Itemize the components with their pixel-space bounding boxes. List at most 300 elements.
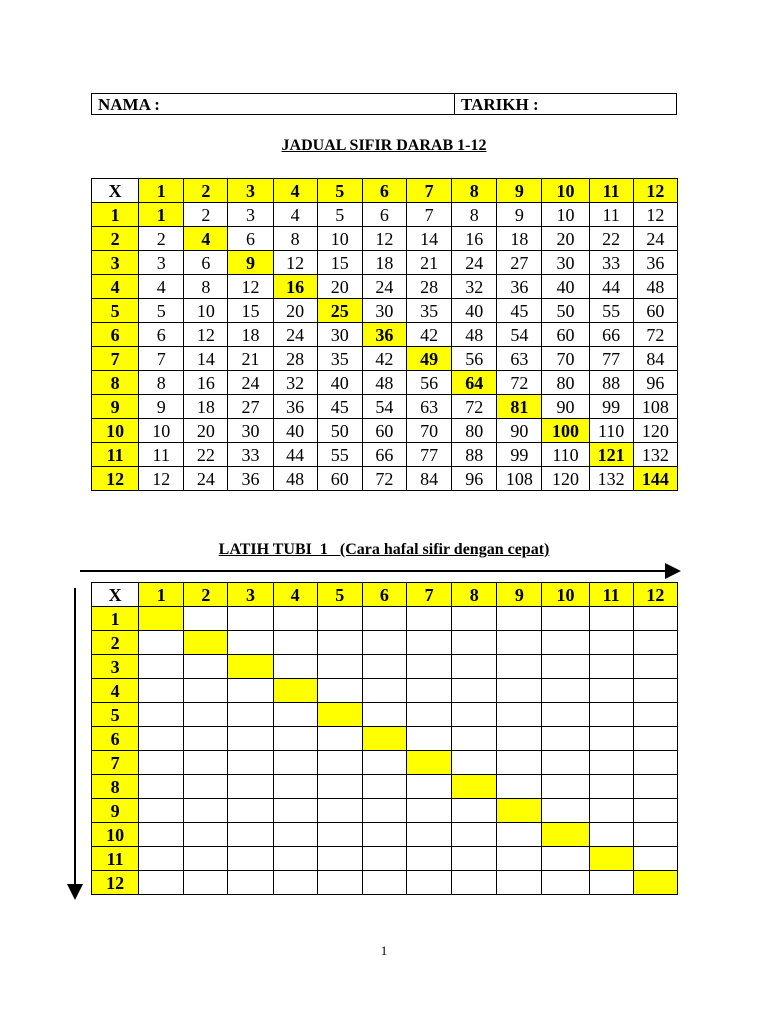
practice-square-cell[interactable] [273, 679, 317, 703]
practice-answer-cell[interactable] [542, 679, 589, 703]
product-cell: 30 [317, 323, 362, 347]
product-cell: 7 [139, 347, 184, 371]
practice-answer-cell[interactable] [589, 751, 633, 775]
practice-answer-cell[interactable] [452, 631, 497, 655]
product-cell: 90 [497, 419, 542, 443]
column-header: 12 [633, 179, 677, 203]
practice-answer-cell[interactable] [633, 703, 677, 727]
practice-answer-cell[interactable] [407, 823, 452, 847]
practice-answer-cell[interactable] [139, 847, 184, 871]
practice-answer-cell[interactable] [542, 775, 589, 799]
practice-answer-cell[interactable] [589, 799, 633, 823]
practice-answer-cell[interactable] [542, 703, 589, 727]
product-cell: 54 [497, 323, 542, 347]
practice-answer-cell[interactable] [633, 799, 677, 823]
product-cell: 30 [542, 251, 589, 275]
product-cell: 15 [228, 299, 273, 323]
practice-answer-cell[interactable] [542, 655, 589, 679]
practice-answer-cell[interactable] [139, 775, 184, 799]
practice-answer-cell[interactable] [184, 655, 228, 679]
practice-answer-cell[interactable] [184, 799, 228, 823]
product-cell: 24 [228, 371, 273, 395]
product-cell: 10 [542, 203, 589, 227]
column-header: 6 [362, 179, 406, 203]
column-header: 3 [228, 179, 273, 203]
practice-answer-cell[interactable] [139, 631, 184, 655]
square-cell: 9 [228, 251, 273, 275]
product-cell: 11 [139, 443, 184, 467]
practice-answer-cell[interactable] [407, 871, 452, 895]
practice-answer-cell[interactable] [362, 655, 406, 679]
column-header: 11 [589, 179, 633, 203]
practice-answer-cell[interactable] [228, 871, 273, 895]
product-cell: 9 [139, 395, 184, 419]
table-row [92, 607, 678, 631]
row-header: 10 [92, 419, 139, 443]
table-row [92, 751, 678, 775]
practice-answer-cell[interactable] [184, 823, 228, 847]
product-cell: 48 [273, 467, 317, 491]
practice-answer-cell[interactable] [407, 631, 452, 655]
practice-answer-cell[interactable] [407, 727, 452, 751]
practice-answer-cell[interactable] [452, 751, 497, 775]
practice-answer-cell[interactable] [497, 631, 542, 655]
product-cell: 72 [633, 323, 677, 347]
product-cell: 14 [184, 347, 228, 371]
row-header: 11 [92, 847, 139, 871]
practice-square-cell[interactable] [184, 631, 228, 655]
table-row [92, 703, 678, 727]
product-cell: 35 [407, 299, 452, 323]
practice-answer-cell[interactable] [589, 607, 633, 631]
row-header: 3 [92, 655, 139, 679]
practice-answer-cell[interactable] [589, 823, 633, 847]
practice-answer-cell[interactable] [452, 607, 497, 631]
row-header: 6 [92, 727, 139, 751]
practice-answer-cell[interactable] [497, 727, 542, 751]
practice-answer-cell[interactable] [497, 679, 542, 703]
practice-square-cell[interactable] [589, 847, 633, 871]
practice-answer-cell[interactable] [589, 655, 633, 679]
practice-table [91, 582, 678, 895]
practice-answer-cell[interactable] [362, 607, 406, 631]
product-cell: 84 [633, 347, 677, 371]
row-header: 7 [92, 347, 139, 371]
product-cell: 33 [589, 251, 633, 275]
product-cell: 110 [589, 419, 633, 443]
product-cell: 18 [362, 251, 406, 275]
table-header-row [92, 583, 678, 607]
practice-answer-cell[interactable] [184, 871, 228, 895]
product-cell: 96 [633, 371, 677, 395]
product-cell: 4 [273, 203, 317, 227]
practice-answer-cell[interactable] [407, 655, 452, 679]
practice-answer-cell[interactable] [273, 607, 317, 631]
practice-answer-cell[interactable] [362, 871, 406, 895]
practice-answer-cell[interactable] [139, 655, 184, 679]
practice-answer-cell[interactable] [407, 703, 452, 727]
product-cell: 32 [273, 371, 317, 395]
practice-square-cell[interactable] [362, 727, 406, 751]
product-cell: 32 [452, 275, 497, 299]
row-header: 3 [92, 251, 139, 275]
product-cell: 50 [542, 299, 589, 323]
practice-answer-cell[interactable] [317, 679, 362, 703]
practice-answer-cell[interactable] [542, 847, 589, 871]
product-cell: 8 [184, 275, 228, 299]
column-header: 7 [407, 583, 452, 607]
column-header: 7 [407, 179, 452, 203]
product-cell: 8 [273, 227, 317, 251]
practice-answer-cell[interactable] [317, 631, 362, 655]
product-cell: 20 [273, 299, 317, 323]
product-cell: 21 [228, 347, 273, 371]
product-cell: 77 [589, 347, 633, 371]
practice-answer-cell[interactable] [542, 631, 589, 655]
practice-answer-cell[interactable] [542, 607, 589, 631]
practice-square-cell[interactable] [497, 799, 542, 823]
practice-answer-cell[interactable] [273, 799, 317, 823]
practice-answer-cell[interactable] [452, 727, 497, 751]
square-cell: 25 [317, 299, 362, 323]
square-cell: 64 [452, 371, 497, 395]
practice-answer-cell[interactable] [589, 727, 633, 751]
practice-answer-cell[interactable] [497, 847, 542, 871]
practice-answer-cell[interactable] [362, 751, 406, 775]
product-cell: 22 [589, 227, 633, 251]
practice-answer-cell[interactable] [228, 703, 273, 727]
practice-answer-cell[interactable] [633, 631, 677, 655]
practice-answer-cell[interactable] [452, 679, 497, 703]
column-header: 5 [317, 583, 362, 607]
practice-square-cell[interactable] [317, 703, 362, 727]
product-cell: 77 [407, 443, 452, 467]
row-header: 7 [92, 751, 139, 775]
product-cell: 110 [542, 443, 589, 467]
practice-answer-cell[interactable] [184, 847, 228, 871]
product-cell: 2 [184, 203, 228, 227]
practice-answer-cell[interactable] [497, 751, 542, 775]
product-cell: 99 [589, 395, 633, 419]
product-cell: 16 [184, 371, 228, 395]
product-cell: 22 [184, 443, 228, 467]
product-cell: 28 [273, 347, 317, 371]
product-cell: 12 [273, 251, 317, 275]
product-cell: 24 [362, 275, 406, 299]
product-cell: 18 [497, 227, 542, 251]
product-cell: 36 [497, 275, 542, 299]
practice-answer-cell[interactable] [228, 775, 273, 799]
practice-answer-cell[interactable] [184, 727, 228, 751]
practice-answer-cell[interactable] [317, 871, 362, 895]
row-header: 12 [92, 871, 139, 895]
practice-answer-cell[interactable] [317, 607, 362, 631]
product-cell: 72 [452, 395, 497, 419]
practice-answer-cell[interactable] [452, 799, 497, 823]
column-header: 4 [273, 583, 317, 607]
product-cell: 66 [362, 443, 406, 467]
product-cell: 35 [317, 347, 362, 371]
product-cell: 12 [139, 467, 184, 491]
practice-answer-cell[interactable] [273, 871, 317, 895]
square-cell: 16 [273, 275, 317, 299]
product-cell: 70 [542, 347, 589, 371]
product-cell: 27 [228, 395, 273, 419]
product-cell: 40 [317, 371, 362, 395]
practice-answer-cell[interactable] [228, 631, 273, 655]
product-cell: 10 [184, 299, 228, 323]
practice-answer-cell[interactable] [228, 847, 273, 871]
row-header: 1 [92, 203, 139, 227]
product-cell: 84 [407, 467, 452, 491]
practice-answer-cell[interactable] [589, 631, 633, 655]
practice-answer-cell[interactable] [407, 607, 452, 631]
product-cell: 88 [452, 443, 497, 467]
practice-answer-cell[interactable] [362, 847, 406, 871]
practice-answer-cell[interactable] [139, 703, 184, 727]
practice-answer-cell[interactable] [452, 847, 497, 871]
product-cell: 33 [228, 443, 273, 467]
practice-answer-cell[interactable] [452, 655, 497, 679]
product-cell: 36 [633, 251, 677, 275]
product-cell: 30 [362, 299, 406, 323]
practice-answer-cell[interactable] [497, 871, 542, 895]
row-header: 9 [92, 799, 139, 823]
practice-square-cell[interactable] [452, 775, 497, 799]
practice-answer-cell[interactable] [184, 775, 228, 799]
practice-answer-cell[interactable] [228, 727, 273, 751]
corner-cell: X [92, 583, 139, 607]
product-cell: 6 [184, 251, 228, 275]
practice-answer-cell[interactable] [273, 847, 317, 871]
practice-answer-cell[interactable] [139, 751, 184, 775]
practice-answer-cell[interactable] [317, 655, 362, 679]
practice-answer-cell[interactable] [139, 871, 184, 895]
practice-table-title: LATIH TUBI 1 (Cara hafal sifir dengan cepat) [218, 541, 550, 558]
practice-answer-cell[interactable] [362, 823, 406, 847]
product-cell: 45 [497, 299, 542, 323]
practice-answer-cell[interactable] [139, 823, 184, 847]
practice-answer-cell[interactable] [633, 847, 677, 871]
practice-answer-cell[interactable] [139, 799, 184, 823]
column-header: 1 [139, 583, 184, 607]
square-cell: 121 [589, 443, 633, 467]
product-cell: 72 [497, 371, 542, 395]
product-cell: 120 [633, 419, 677, 443]
practice-answer-cell[interactable] [317, 751, 362, 775]
column-header: 8 [452, 583, 497, 607]
practice-answer-cell[interactable] [317, 775, 362, 799]
practice-answer-cell[interactable] [139, 679, 184, 703]
product-cell: 40 [452, 299, 497, 323]
product-cell: 4 [139, 275, 184, 299]
square-cell: 81 [497, 395, 542, 419]
product-cell: 36 [273, 395, 317, 419]
practice-answer-cell[interactable] [497, 775, 542, 799]
product-cell: 12 [362, 227, 406, 251]
practice-square-cell[interactable] [542, 823, 589, 847]
column-header: 9 [497, 583, 542, 607]
product-cell: 63 [497, 347, 542, 371]
product-cell: 88 [589, 371, 633, 395]
practice-answer-cell[interactable] [407, 847, 452, 871]
practice-square-cell[interactable] [633, 871, 677, 895]
practice-answer-cell[interactable] [273, 703, 317, 727]
table-row [92, 775, 678, 799]
product-cell: 108 [497, 467, 542, 491]
practice-square-cell[interactable] [407, 751, 452, 775]
practice-answer-cell[interactable] [317, 799, 362, 823]
product-cell: 44 [589, 275, 633, 299]
practice-square-cell[interactable] [228, 655, 273, 679]
product-cell: 20 [184, 419, 228, 443]
product-cell: 20 [317, 275, 362, 299]
practice-answer-cell[interactable] [633, 823, 677, 847]
practice-answer-cell[interactable] [184, 751, 228, 775]
practice-answer-cell[interactable] [542, 727, 589, 751]
practice-answer-cell[interactable] [184, 607, 228, 631]
practice-answer-cell[interactable] [273, 823, 317, 847]
table-row [92, 871, 678, 895]
product-cell: 6 [228, 227, 273, 251]
product-cell: 5 [139, 299, 184, 323]
practice-answer-cell[interactable] [273, 631, 317, 655]
product-cell: 24 [273, 323, 317, 347]
product-cell: 27 [497, 251, 542, 275]
practice-answer-cell[interactable] [273, 775, 317, 799]
practice-answer-cell[interactable] [273, 727, 317, 751]
practice-answer-cell[interactable] [273, 655, 317, 679]
product-cell: 12 [228, 275, 273, 299]
practice-answer-cell[interactable] [633, 727, 677, 751]
product-cell: 42 [407, 323, 452, 347]
practice-answer-cell[interactable] [273, 751, 317, 775]
practice-answer-cell[interactable] [407, 799, 452, 823]
practice-answer-cell[interactable] [362, 775, 406, 799]
product-cell: 42 [362, 347, 406, 371]
practice-answer-cell[interactable] [452, 871, 497, 895]
product-cell: 72 [362, 467, 406, 491]
practice-answer-cell[interactable] [184, 679, 228, 703]
practice-answer-cell[interactable] [317, 847, 362, 871]
practice-answer-cell[interactable] [317, 727, 362, 751]
practice-square-cell[interactable] [139, 607, 184, 631]
column-header: 10 [542, 583, 589, 607]
practice-answer-cell[interactable] [452, 703, 497, 727]
practice-answer-cell[interactable] [497, 607, 542, 631]
table-row [92, 823, 678, 847]
practice-answer-cell[interactable] [497, 703, 542, 727]
practice-answer-cell[interactable] [407, 775, 452, 799]
row-header: 2 [92, 631, 139, 655]
row-header: 8 [92, 775, 139, 799]
column-header: 10 [542, 179, 589, 203]
practice-answer-cell[interactable] [542, 751, 589, 775]
multiplication-table-title: JADUAL SIFIR DARAB 1-12 [281, 137, 487, 154]
practice-answer-cell[interactable] [362, 631, 406, 655]
product-cell: 14 [407, 227, 452, 251]
product-cell: 16 [452, 227, 497, 251]
product-cell: 40 [273, 419, 317, 443]
product-cell: 3 [228, 203, 273, 227]
practice-answer-cell[interactable] [362, 703, 406, 727]
practice-answer-cell[interactable] [633, 655, 677, 679]
practice-answer-cell[interactable] [184, 703, 228, 727]
practice-answer-cell[interactable] [542, 799, 589, 823]
product-cell: 132 [589, 467, 633, 491]
product-cell: 10 [139, 419, 184, 443]
product-cell: 5 [317, 203, 362, 227]
row-header: 11 [92, 443, 139, 467]
practice-answer-cell[interactable] [497, 655, 542, 679]
practice-answer-cell[interactable] [452, 823, 497, 847]
table-row [92, 727, 678, 751]
practice-answer-cell[interactable] [589, 775, 633, 799]
practice-answer-cell[interactable] [228, 799, 273, 823]
product-cell: 18 [228, 323, 273, 347]
product-cell: 60 [362, 419, 406, 443]
column-header: 4 [273, 179, 317, 203]
square-cell: 100 [542, 419, 589, 443]
product-cell: 60 [542, 323, 589, 347]
product-cell: 80 [542, 371, 589, 395]
practice-answer-cell[interactable] [228, 751, 273, 775]
table-row [92, 655, 678, 679]
product-cell: 10 [317, 227, 362, 251]
practice-answer-cell[interactable] [589, 703, 633, 727]
practice-answer-cell[interactable] [362, 799, 406, 823]
practice-answer-cell[interactable] [497, 823, 542, 847]
practice-answer-cell[interactable] [139, 727, 184, 751]
practice-answer-cell[interactable] [633, 679, 677, 703]
product-cell: 11 [589, 203, 633, 227]
product-cell: 70 [407, 419, 452, 443]
practice-answer-cell[interactable] [633, 751, 677, 775]
product-cell: 90 [542, 395, 589, 419]
practice-answer-cell[interactable] [228, 823, 273, 847]
practice-answer-cell[interactable] [407, 679, 452, 703]
column-header: 2 [184, 179, 228, 203]
practice-answer-cell[interactable] [362, 679, 406, 703]
practice-answer-cell[interactable] [317, 823, 362, 847]
page-number: 1 [380, 943, 388, 958]
product-cell: 6 [362, 203, 406, 227]
product-cell: 18 [184, 395, 228, 419]
product-cell: 7 [407, 203, 452, 227]
practice-answer-cell[interactable] [633, 607, 677, 631]
corner-cell: X [92, 179, 139, 203]
practice-answer-cell[interactable] [589, 871, 633, 895]
table-row [92, 679, 678, 703]
square-cell: 49 [407, 347, 452, 371]
column-header: 6 [362, 583, 406, 607]
product-cell: 55 [589, 299, 633, 323]
product-cell: 66 [589, 323, 633, 347]
product-cell: 20 [542, 227, 589, 251]
practice-answer-cell[interactable] [633, 775, 677, 799]
row-header: 1 [92, 607, 139, 631]
product-cell: 12 [633, 203, 677, 227]
practice-answer-cell[interactable] [589, 679, 633, 703]
practice-answer-cell[interactable] [228, 607, 273, 631]
table-row [92, 847, 678, 871]
row-header: 2 [92, 227, 139, 251]
practice-answer-cell[interactable] [228, 679, 273, 703]
practice-answer-cell[interactable] [542, 871, 589, 895]
row-header: 8 [92, 371, 139, 395]
product-cell: 6 [139, 323, 184, 347]
product-cell: 50 [317, 419, 362, 443]
